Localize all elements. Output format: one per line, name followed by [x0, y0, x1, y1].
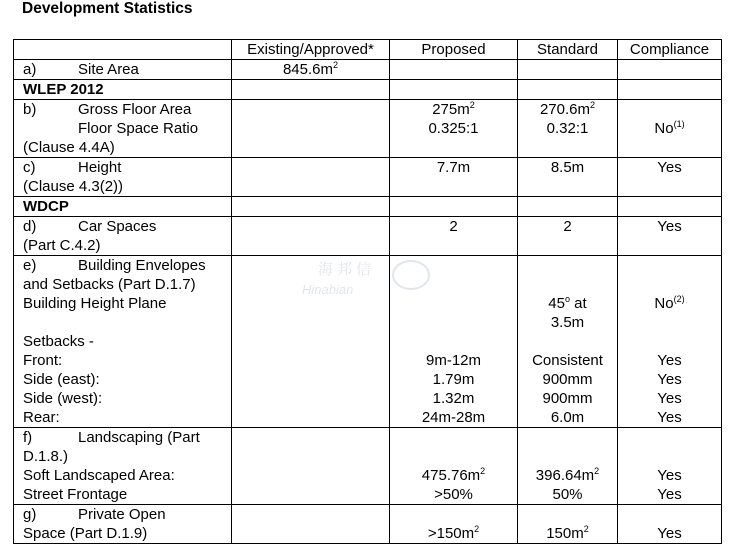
height-standard: 8.5m	[518, 158, 618, 197]
gfa-standard: $270.6m^2$ 0.32:1	[518, 100, 618, 158]
height-label-cell: c) Height (Clause 4.3(2))	[14, 158, 232, 197]
row-height	[14, 158, 722, 197]
gfa-compliance: No$^{(1)}$	[618, 100, 722, 158]
table-header-row	[14, 40, 722, 60]
header-proposed: Proposed	[390, 40, 518, 60]
row-site-area	[14, 60, 722, 80]
row-private-open-space	[14, 505, 722, 544]
height-compliance: Yes	[618, 158, 722, 197]
header-standard: Standard	[518, 40, 618, 60]
watermark-cn: 海邦信	[318, 261, 376, 278]
development-statistics-table	[13, 39, 722, 544]
row-gross-floor-area	[14, 100, 722, 158]
watermark-en: Hinabian	[302, 282, 354, 297]
landscaping-proposed: $475.76m^2$ >50%	[390, 428, 518, 505]
gfa-label-cell: b) Gross Floor Area Floor Space Ratio (Clause 4.4A)	[14, 100, 232, 158]
pos-proposed: $>150m^2$	[390, 505, 518, 544]
envelopes-standard: 45$^o$ at 3.5m Consistent 900mm 900mm 6.0m	[518, 256, 618, 428]
gfa-proposed: $275m^2$ 0.325:1	[390, 100, 518, 158]
site-area-label: Site Area	[78, 61, 139, 78]
envelopes-proposed: 9m-12m 1.79m 1.32m 24m-28m	[390, 256, 518, 428]
header-cell-blank	[14, 40, 232, 60]
section-heading-wlep: WLEP 2012	[14, 80, 232, 100]
car-standard: 2	[518, 217, 618, 256]
pos-compliance: Yes	[618, 505, 722, 544]
car-proposed: 2	[390, 217, 518, 256]
landscaping-label-cell: f) Landscaping (Part D.1.8.) Soft Landscaped Area: Street Frontage	[14, 428, 232, 505]
header-existing: Existing/Approved*	[232, 40, 390, 60]
car-compliance: Yes	[618, 217, 722, 256]
car-label-cell: d) Car Spaces (Part C.4.2)	[14, 217, 232, 256]
pos-standard: $150m^2$	[518, 505, 618, 544]
section-wlep	[14, 80, 722, 100]
row-building-envelopes	[14, 256, 722, 428]
section-wdcp	[14, 197, 722, 217]
row-car-spaces	[14, 217, 722, 256]
landscaping-compliance: Yes Yes	[618, 428, 722, 505]
row-landscaping	[14, 428, 722, 505]
site-area-existing: $845.6m^2$	[232, 60, 390, 80]
pos-label-cell: g) Private Open Space (Part D.1.9)	[14, 505, 232, 544]
page-title: Development Statistics	[22, 0, 193, 17]
height-proposed: 7.7m	[390, 158, 518, 197]
header-compliance: Compliance	[618, 40, 722, 60]
landscaping-standard: $396.64m^2$ 50%	[518, 428, 618, 505]
envelopes-compliance: No$^{(2)}$ Yes Yes Yes Yes	[618, 256, 722, 428]
envelopes-label-cell: e) Building Envelopes and Setbacks (Part D.1.7) Building Height Plane Setbacks - Front: Side (east): Side (west): Rear:	[14, 256, 232, 428]
site-area-id: a)	[23, 61, 37, 78]
site-area-label-cell	[14, 60, 232, 80]
section-heading-wdcp: WDCP	[14, 197, 232, 217]
